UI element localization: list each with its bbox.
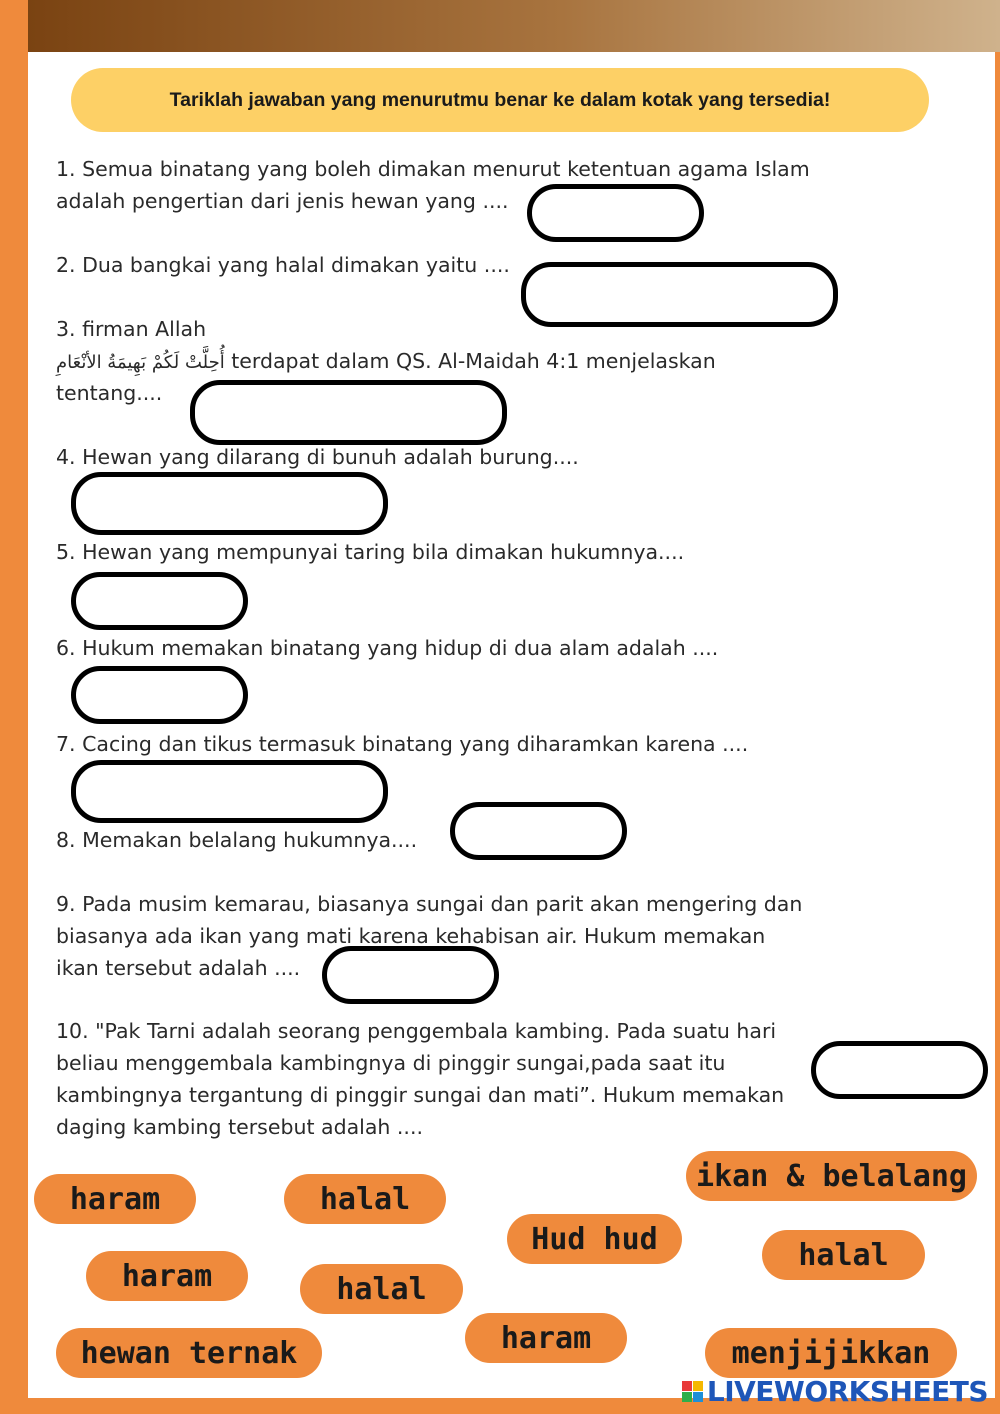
- question-3-text: terdapat dalam QS. Al-Maidah 4:1 menjelaskan: [224, 349, 716, 373]
- answer-chip-haram[interactable]: haram: [86, 1251, 248, 1301]
- answer-drop-box-6[interactable]: [71, 666, 248, 724]
- question-3-line-1: 3. firman Allah: [56, 317, 207, 341]
- answer-chip-haram[interactable]: haram: [34, 1174, 196, 1224]
- answer-chip-haram[interactable]: haram: [465, 1313, 627, 1363]
- question-8: 8. Memakan belalang hukumnya....: [56, 828, 418, 852]
- answer-chip-hewan-ternak[interactable]: hewan ternak: [56, 1328, 322, 1378]
- question-5: 5. Hewan yang mempunyai taring bila dimakan hukumnya....: [56, 540, 685, 564]
- question-4: 4. Hewan yang dilarang di bunuh adalah burung....: [56, 445, 579, 469]
- instruction-banner: Tariklah jawaban yang menurutmu benar ke dalam kotak yang tersedia!: [71, 68, 929, 132]
- question-7: 7. Cacing dan tikus termasuk binatang yang diharamkan karena ....: [56, 732, 749, 756]
- liveworksheets-mark-icon: [682, 1381, 703, 1402]
- answer-drop-box-10[interactable]: [811, 1041, 988, 1099]
- answer-drop-box-4[interactable]: [71, 472, 388, 535]
- answer-drop-box-9[interactable]: [322, 946, 499, 1004]
- answer-drop-box-3[interactable]: [190, 380, 507, 445]
- question-9: 9. Pada musim kemarau, biasanya sungai dan parit akan mengering dan biasanya ada ikan yang mati karena kehabisan air. Hukum memakan ikan tersebut adalah ....: [56, 892, 803, 980]
- answer-chip-halal[interactable]: halal: [284, 1174, 446, 1224]
- answer-drop-box-2[interactable]: [521, 262, 838, 327]
- question-3-line-2: [56, 345, 716, 379]
- answer-chip-hud-hud[interactable]: Hud hud: [507, 1214, 682, 1264]
- liveworksheets-logo: [682, 1375, 988, 1408]
- question-6: 6. Hukum memakan binatang yang hidup di dua alam adalah ....: [56, 636, 719, 660]
- answer-drop-box-5[interactable]: [71, 572, 248, 630]
- question-2: 2. Dua bangkai yang halal dimakan yaitu ....: [56, 253, 510, 277]
- question-10: 10. "Pak Tarni adalah seorang penggembala kambing. Pada suatu hari beliau menggembala kambingnya di pinggir sungai,pada saat itu kambingnya tergantung di pinggir sungai dan mati”. Hukum memakan daging kambing tersebut adalah ....: [56, 1019, 785, 1139]
- question-3-line-3: tentang....: [56, 381, 163, 405]
- answer-chip-halal[interactable]: halal: [300, 1264, 463, 1314]
- top-gradient-band: [28, 0, 1000, 52]
- answer-chip-halal[interactable]: halal: [762, 1230, 925, 1280]
- question-1: 1. Semua binatang yang boleh dimakan menurut ketentuan agama Islam adalah pengertian dari jenis hewan yang ....: [56, 157, 810, 213]
- brand-name: LIVEWORKSHEETS: [706, 1375, 988, 1408]
- answer-drop-box-8[interactable]: [450, 802, 627, 860]
- arabic-verse: أُحِلَّتْ لَكُمْ بَهِيمَةُ الأنْعَامِ: [56, 352, 225, 373]
- answer-drop-box-1[interactable]: [527, 184, 704, 242]
- answer-chip-ikan-belalang[interactable]: ikan & belalang: [686, 1151, 977, 1201]
- answer-drop-box-7[interactable]: [71, 760, 388, 823]
- answer-chip-menjijikkan[interactable]: menjijikkan: [705, 1328, 957, 1378]
